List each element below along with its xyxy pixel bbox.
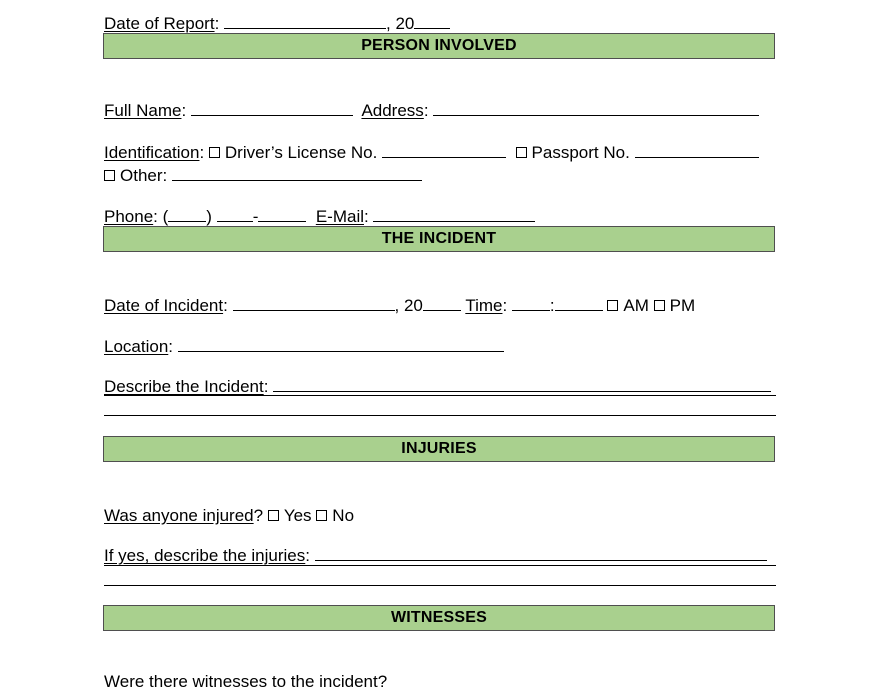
passport-field[interactable] [635, 143, 759, 158]
section-title: THE INCIDENT [381, 230, 497, 247]
incident-date-label: Date of Incident [104, 296, 224, 315]
section-header-injuries [103, 436, 775, 462]
incident-date-field[interactable] [233, 296, 395, 311]
am-label: AM [623, 296, 649, 315]
drivers-license-label: Driver’s License No. [224, 143, 378, 162]
section-title: PERSON INVOLVED [361, 37, 517, 54]
email-label: E-Mail [315, 207, 364, 226]
location-label: Location [104, 337, 169, 356]
section-header-person-involved [103, 33, 775, 59]
year-prefix: , 20 [386, 14, 415, 33]
phone-row: Phone: ( ) - E-Mail: [104, 187, 535, 227]
location-field[interactable] [178, 337, 504, 352]
incident-year-prefix: , 20 [394, 296, 423, 315]
injured-question-mark: ? [253, 506, 264, 525]
section-title: INJURIES [401, 440, 477, 457]
passport-checkbox[interactable] [516, 147, 527, 158]
time-label: Time [465, 296, 503, 315]
address-label: Address [361, 101, 424, 120]
location-row: Location: [104, 317, 504, 357]
phone-line-field[interactable] [258, 207, 306, 222]
injured-no-checkbox[interactable] [316, 510, 327, 521]
pm-label: PM [669, 296, 696, 315]
identification-row: Identification: Driver’s License No. Passport No. [104, 123, 759, 163]
incident-date-row: Date of Incident: , 20 Time: : AM PM [104, 296, 696, 315]
date-of-report-field[interactable] [224, 14, 386, 29]
phone-dash: - [252, 207, 259, 226]
injured-yes-label: Yes [283, 506, 312, 525]
time-minute-field[interactable] [555, 296, 603, 311]
full-name-label: Full Name [104, 101, 182, 120]
describe-injuries-line-3[interactable] [104, 585, 776, 586]
am-checkbox[interactable] [607, 300, 618, 311]
section-header-incident [103, 226, 775, 252]
describe-injuries-field[interactable] [315, 546, 767, 561]
date-of-report-label: Date of Report [104, 14, 215, 33]
other-id-checkbox[interactable] [104, 170, 115, 181]
phone-prefix-field[interactable] [217, 207, 253, 222]
full-name-field[interactable] [191, 101, 353, 116]
describe-incident-row: Describe the Incident: [104, 357, 771, 397]
injured-question-label: Was anyone injured [104, 506, 254, 525]
year-field[interactable] [414, 14, 450, 29]
section-header-witnesses [103, 605, 775, 631]
describe-incident-line-2[interactable] [104, 395, 776, 396]
other-id-field[interactable] [172, 166, 422, 181]
phone-close-paren: ) [206, 207, 212, 226]
section-title: WITNESSES [390, 609, 488, 626]
describe-incident-field[interactable] [273, 377, 771, 392]
identification-label: Identification [104, 143, 200, 162]
phone-label: Phone [104, 207, 154, 226]
full-name-row: Full Name: Address: [104, 81, 759, 121]
passport-label: Passport No. [531, 143, 630, 162]
injured-yes-checkbox[interactable] [268, 510, 279, 521]
phone-area-code-field[interactable] [168, 207, 206, 222]
describe-injuries-row: If yes, describe the injuries: [104, 526, 767, 566]
witnesses-question-row [104, 652, 387, 692]
address-field[interactable] [433, 101, 759, 116]
email-field[interactable] [373, 207, 535, 222]
describe-injuries-label: If yes, describe the injuries [104, 546, 306, 565]
describe-injuries-line-2[interactable] [104, 565, 776, 566]
other-id-row [104, 146, 422, 186]
time-colon: : [549, 296, 555, 315]
injured-question-row [104, 486, 354, 526]
pm-checkbox[interactable] [654, 300, 665, 311]
date-of-report-row: Date of Report: , 20 [104, 0, 450, 34]
other-id-label: Other: [120, 166, 168, 185]
incident-year-field[interactable] [423, 296, 461, 311]
time-hour-field[interactable] [512, 296, 550, 311]
injured-no-label: No [332, 506, 355, 525]
witnesses-question-label: Were there witnesses to the incident? [104, 672, 388, 691]
phone-open-paren: ( [162, 207, 169, 226]
describe-incident-line-3[interactable] [104, 415, 776, 416]
describe-incident-label: Describe the Incident [104, 377, 264, 396]
